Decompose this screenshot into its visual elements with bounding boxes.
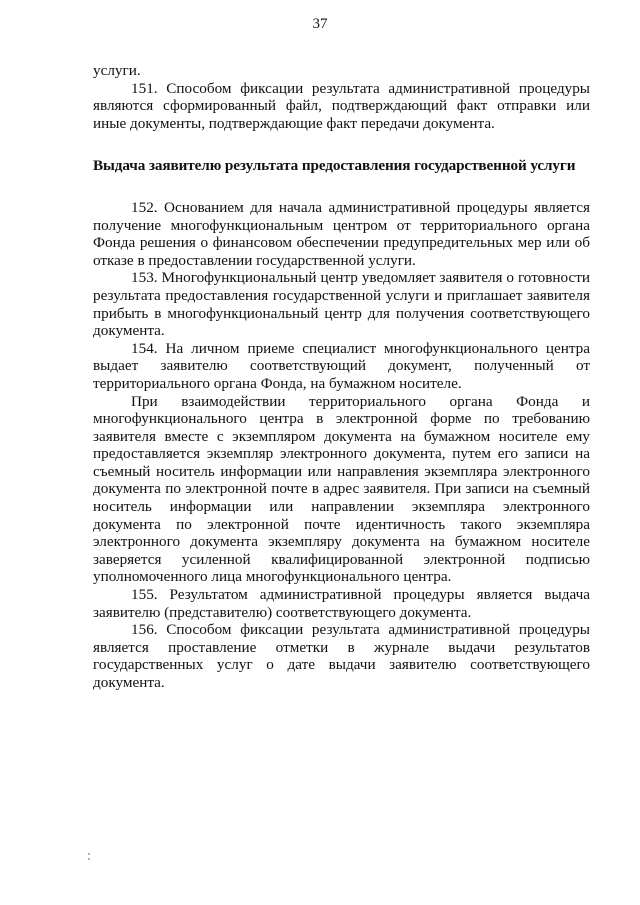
paragraph-155: 155. Результатом административной процедуры является выдача заявителю (представителю) соответствующего документа. bbox=[93, 586, 590, 621]
paragraph-156: 156. Способом фиксации результата административной процедуры является проставление отметки в журнале выдачи результатов государственных услуг о дате выдачи заявителю соответствующего документа. bbox=[93, 621, 590, 691]
section-heading: Выдача заявителю результата предоставления государственной услуги bbox=[93, 157, 576, 175]
scan-artifact-dot bbox=[88, 853, 90, 855]
document-body bbox=[93, 62, 590, 692]
paragraph-154-continued: При взаимодействии территориального органа Фонда и многофункционального центра в электронной форме по требованию заявителя вместе с экземпляром документа на бумажном носителе ему предоставляется экземпляр электронного документа, путем его записи на съемный носитель информации или направления экземпляра электронного документа по электронной почте в адрес заявителя. При записи на съемный носитель информации или направлении экземпляра электронного документа по электронной почте идентичность такого экземпляра электронного документа экземпляру документа на бумажном носителе заверяется усиленной квалифицированной электронной подписью уполномоченного лица многофункционального центра. bbox=[93, 392, 590, 586]
paragraph-153: 153. Многофункциональный центр уведомляет заявителя о готовности результата предоставления государственной услуги и приглашает заявителя прибыть в многофункциональный центр для получения соответствующего документа. bbox=[93, 269, 590, 340]
paragraph-154: 154. На личном приеме специалист многофункционального центра выдает заявителю соответствующий документ, полученный от территориального органа Фонда, на бумажном носителе. bbox=[93, 339, 590, 392]
page-number: 37 bbox=[312, 16, 328, 32]
paragraph-continuation: услуги. bbox=[93, 62, 141, 79]
paragraph-152: 152. Основанием для начала административной процедуры является получение многофункциональным центром от территориального органа Фонда решения о финансовом обеспечении предупредительных мер или об отказе в предоставлении государственной услуги. bbox=[93, 198, 590, 269]
paragraph-151: 151. Способом фиксации результата административной процедуры являются сформированный файл, подтверждающий факт отправки или иные документы, подтверждающие факт передачи документа. bbox=[93, 79, 590, 132]
scan-artifact-dot bbox=[88, 858, 90, 860]
